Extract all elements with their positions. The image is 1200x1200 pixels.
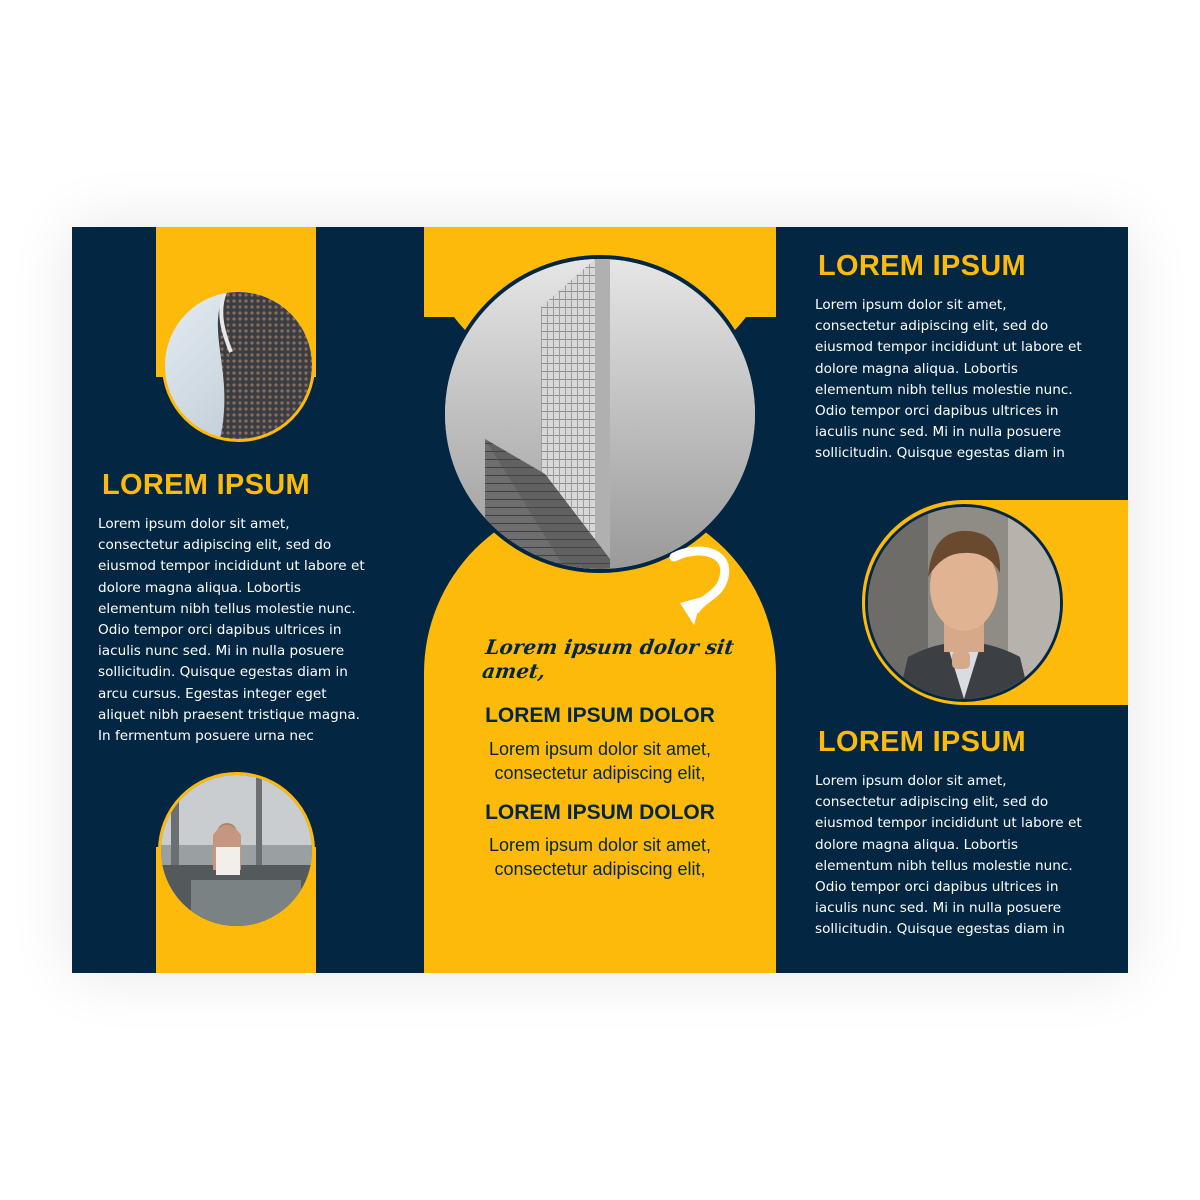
left-body-text: Lorem ipsum dolor sit amet, consectetur adipiscing elit, sed do eiusmod tempor incididunt ut labore et dolore magna aliqua. Lobortis elementum nibh tellus molestie nunc. Odio tempor orci dapibus ultrices in iaculis nunc sed. Mi in nulla posuere sollicitudin. Quisque egestas diam in arcu cursus. Egestas integer eget aliquet nibh praesent tristique magna. In fermentum posuere urna nec: [98, 516, 365, 745]
script-tagline: Lorem ipsum dolor sit amet,: [480, 635, 736, 683]
right-bottom-heading: LOREM IPSUM: [818, 726, 1026, 758]
center-text-1: Lorem ipsum dolor sit amet, consectetur adipiscing elit,: [488, 739, 712, 783]
portrait-photo: [865, 504, 1063, 702]
right-top-heading: LOREM IPSUM: [818, 250, 1026, 282]
right-bottom-body-text: Lorem ipsum dolor sit amet, consectetur adipiscing elit, sed do eiusmod tempor incididunt ut labore et dolore magna aliqua. Lobortis elementum nibh tellus molestie nunc. Odio tempor orci dapibus ultrices in iaculis nunc sed. Mi in nulla posuere sollicitudin. Quisque egestas diam in: [815, 773, 1082, 938]
curved-arrow-icon: [668, 545, 748, 630]
center-panel: [424, 227, 776, 973]
center-heading-1: LOREM IPSUM DOLOR: [485, 704, 715, 727]
center-text-2: Lorem ipsum dolor sit amet, consectetur adipiscing elit,: [488, 835, 712, 879]
right-top-body-text: Lorem ipsum dolor sit amet, consectetur adipiscing elit, sed do eiusmod tempor incididunt ut labore et dolore magna aliqua. Lobortis elementum nibh tellus molestie nunc. Odio tempor orci dapibus ultrices in iaculis nunc sed. Mi in nulla posuere sollicitudin. Quisque egestas diam in: [815, 297, 1082, 462]
brochure-page: [72, 227, 1128, 973]
skyscraper-photo: [441, 255, 759, 573]
center-heading-2: LOREM IPSUM DOLOR: [485, 801, 715, 824]
office-photo: [158, 772, 315, 929]
left-heading: LOREM IPSUM: [102, 469, 310, 501]
architecture-photo: [162, 289, 315, 442]
